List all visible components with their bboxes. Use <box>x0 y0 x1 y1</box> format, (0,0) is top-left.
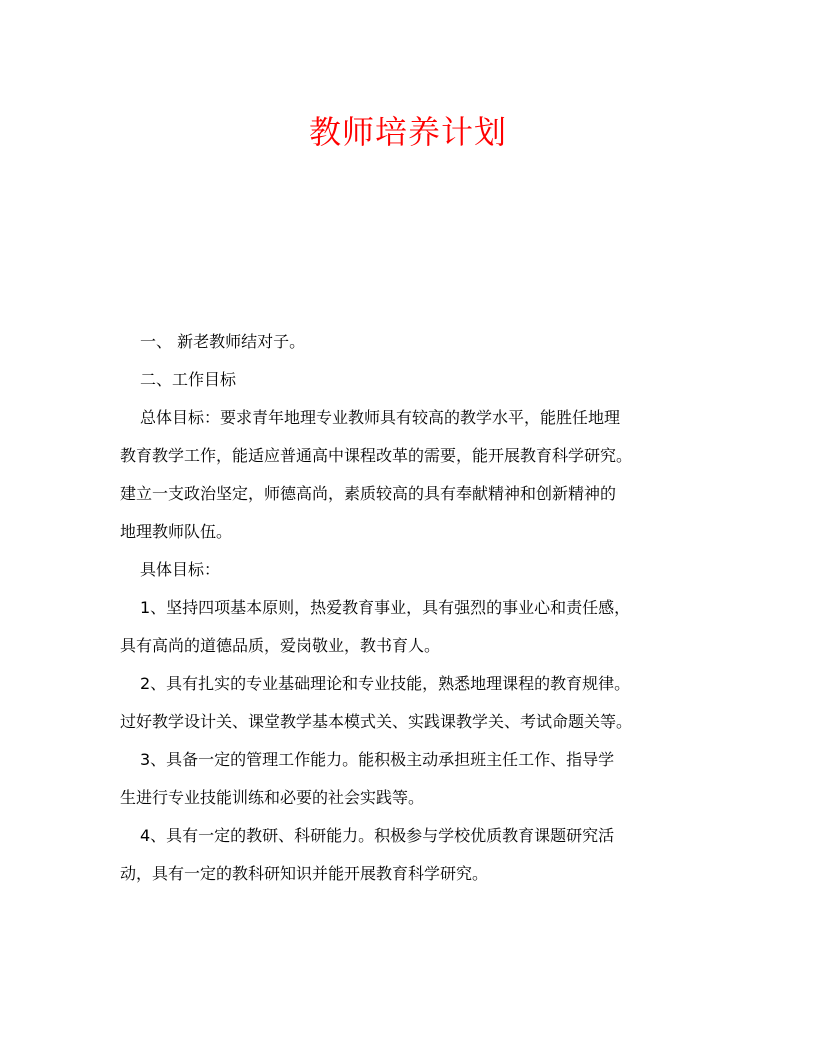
paragraph-goal-1 <box>120 589 698 665</box>
paragraph-line: 二、工作目标 <box>140 370 237 389</box>
document-body <box>120 323 698 893</box>
paragraph-line: 具体目标： <box>140 560 221 579</box>
paragraph-goal-4 <box>120 817 698 893</box>
paragraph-line: 建立一支政治坚定，师德高尚，素质较高的具有奉献精神和创新精神的 <box>120 484 617 503</box>
paragraph-section-2 <box>120 361 698 399</box>
paragraph-line: 地理教师队伍。 <box>120 522 233 541</box>
paragraph-section-1 <box>120 323 698 361</box>
document-title: 教师培养计划 <box>308 113 507 151</box>
paragraph-line: 4、具有一定的教研、科研能力。积极参与学校优质教育课题研究活 <box>140 826 615 845</box>
paragraph-goal-2 <box>120 665 698 741</box>
paragraph-line: 2、具有扎实的专业基础理论和专业技能，熟悉地理课程的教育规律。 <box>140 674 631 693</box>
paragraph-line: 3、具备一定的管理工作能力。能积极主动承担班主任工作、指导学 <box>140 750 615 769</box>
paragraph-overall-goal <box>120 399 698 551</box>
paragraph-line: 过好教学设计关、课堂教学基本模式关、实践课教学关、考试命题关等。 <box>120 712 633 731</box>
paragraph-specific-goals-heading <box>120 551 698 589</box>
paragraph-line: 具有高尚的道德品质，爱岗敬业，教书育人。 <box>120 636 441 655</box>
paragraph-line: 生进行专业技能训练和必要的社会实践等。 <box>120 788 425 807</box>
paragraph-line: 教育教学工作，能适应普通高中课程改革的需要，能开展教育科学研究。 <box>120 446 633 465</box>
paragraph-line: 动，具有一定的教科研知识并能开展教育科学研究。 <box>120 864 489 883</box>
paragraph-goal-3 <box>120 741 698 817</box>
paragraph-line: 1、坚持四项基本原则，热爱教育事业，具有强烈的事业心和责任感， <box>140 598 631 617</box>
paragraph-line: 一、 新老教师结对子。 <box>140 332 306 351</box>
paragraph-line: 总体目标：要求青年地理专业教师具有较高的教学水平，能胜任地理 <box>140 408 621 427</box>
